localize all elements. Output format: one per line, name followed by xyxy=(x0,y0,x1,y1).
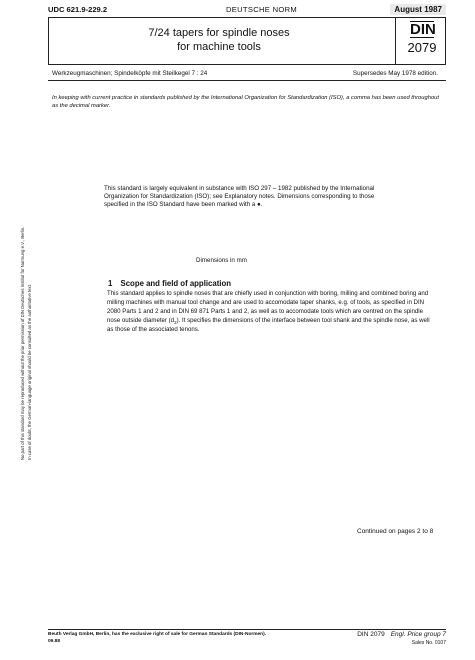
section-body xyxy=(107,290,437,335)
section-heading xyxy=(108,279,231,288)
document-footer xyxy=(48,629,446,656)
sales-number: Sales No. 0107 xyxy=(411,640,446,646)
section-number: 1 xyxy=(108,279,113,288)
continued-note: Continued on pages 2 to 8 xyxy=(357,528,434,535)
section-text-part2: ). It specifies the dimensions of the interface between tool shank and the spindle nose, as well as those of the associated tenons. xyxy=(107,316,430,333)
reference-number: DIN 2079 xyxy=(357,631,385,638)
standard-number: 2079 xyxy=(407,40,437,55)
document-header xyxy=(48,4,446,16)
side-notice-line-2: In case of doubt, the German-language original should be consulted as the authoritative text. xyxy=(26,283,32,460)
subtitle-line xyxy=(48,68,446,81)
norm-label: DEUTSCHE NORM xyxy=(226,5,297,14)
din-logo xyxy=(405,21,439,61)
section-text-subscript: 2 xyxy=(174,319,177,325)
title-divider xyxy=(395,18,396,64)
german-title: Werkzeugmaschinen; Spindelköpfe mit Steilkegel 7 : 24 xyxy=(52,70,208,77)
side-notice-line-1: No part of this standard may be reproduced without the prior permission of DIN Deutsches Institut für Normung e.V., Berlin. xyxy=(20,226,25,460)
print-code: 09.88 xyxy=(48,639,61,644)
publisher-note: Beuth Verlag GmbH, Berlin, has the exclusive right of sale for German Standards (DIN-Normen). xyxy=(48,632,267,637)
reference-price-group: Engl. Price group 7 xyxy=(390,631,446,638)
issue-date: August 1987 xyxy=(390,4,446,15)
copyright-side-notice xyxy=(20,160,33,460)
document-title xyxy=(49,26,389,54)
section-text-part1: This standard applies to spindle noses that are chiefly used in conjunction with boring, milling and combined boring and milling machines with manual tool change and are used to accomodate taper shanks, e.g. of tools, as specified in DIN 2080 Parts 1 and 2 and in DIN 69 871 Parts 1 and 2, as well as to accomodate tools which are centred on the spindle nose outside diameter (d xyxy=(107,290,429,324)
supersedes-note: Supersedes May 1978 edition. xyxy=(352,70,438,77)
document-reference xyxy=(357,631,446,638)
title-line-2: for machine tools xyxy=(177,41,261,53)
udc-code: UDC 621.9-229.2 xyxy=(48,5,108,14)
dimensions-unit: Dimensions in mm xyxy=(196,257,247,264)
iso-equivalence-note: This standard is largely equivalent in substance with ISO 297 – 1982 published by the International Organization for Standardization (ISO); see Explanatory notes. Dimensions corresponding to those specified in the ISO Standard have been marked with a ●. xyxy=(104,185,375,209)
title-box xyxy=(48,17,446,65)
din-logo-text: DIN xyxy=(410,21,436,38)
section-title: Scope and field of application xyxy=(120,279,231,288)
title-line-1: 7/24 tapers for spindle noses xyxy=(148,27,290,39)
decimal-marker-note: In keeping with current practice in standards published by the International Organization for Standardization (ISO), a comma has been used throughout as the decimal marker. xyxy=(52,95,440,109)
